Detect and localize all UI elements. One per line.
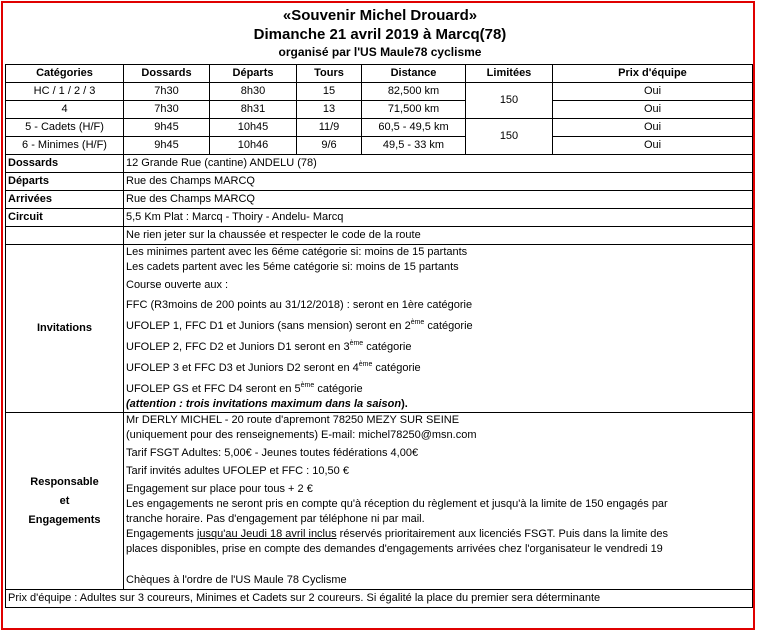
column-header: Dossards <box>124 65 210 83</box>
engagement-line: places disponibles, prise en compte des demandes d'engagements arrivées chez l'organisateur le vendredi 19 <box>126 543 663 555</box>
category-cell: 5 - Cadets (H/F) <box>6 119 124 137</box>
distance-cell: 82,500 km <box>362 83 466 101</box>
departs-cell: 10h45 <box>210 119 297 137</box>
engagements-row <box>6 413 753 590</box>
event-date: Dimanche 21 avril 2019 à Marcq(78) <box>253 26 507 43</box>
dossards-cell: 7h30 <box>124 83 210 101</box>
event-table <box>5 64 753 608</box>
team-prize-cell: Oui <box>553 137 753 155</box>
invitations-row <box>6 245 753 413</box>
category-cell: HC / 1 / 2 / 3 <box>6 83 124 101</box>
column-header: Tours <box>297 65 362 83</box>
engagement-line: Engagement sur place pour tous + 2 € <box>126 483 313 495</box>
distance-cell: 60,5 - 49,5 km <box>362 119 466 137</box>
circuit-value: 5,5 Km Plat : Marcq - Thoiry - Andelu- Marcq <box>124 209 753 227</box>
engagement-line: tranche horaire. Pas d'engagement par téléphone ni par mail. <box>126 513 425 525</box>
column-header: Départs <box>210 65 297 83</box>
column-header: Limitées <box>466 65 553 83</box>
engagement-line: Tarif invités adultes UFOLEP et FFC : 10,50 € <box>126 465 349 477</box>
engagement-line: (uniquement pour des renseignements) E-mail: michel78250@msn.com <box>126 429 477 441</box>
invitation-line: UFOLEP 2, FFC D2 et Juniors D1 seront en 3ème catégorie <box>126 340 412 353</box>
column-header: Prix d'équipe <box>553 65 753 83</box>
engagement-line: Engagements jusqu'au Jeudi 18 avril inclus réservés prioritairement aux licenciés FSGT. Puis dans la limite des <box>126 528 668 540</box>
team-prize-footer: Prix d'équipe : Adultes sur 3 coureurs, Minimes et Cadets sur 2 coureurs. Si égalité la place du premier sera déterminante <box>6 590 753 608</box>
invitation-line: UFOLEP 3 et FFC D3 et Juniors D2 seront en 4ème catégorie <box>126 361 421 374</box>
table-row <box>6 83 753 101</box>
engagements-text <box>124 413 753 590</box>
dossards-cell: 7h30 <box>124 101 210 119</box>
dossards-label: Dossards <box>6 155 124 173</box>
invitation-line: Course ouverte aux : <box>126 279 229 291</box>
invitation-line: Les minimes partent avec les 6éme catégorie si: moins de 15 partants <box>126 246 468 258</box>
engagement-line: Chèques à l'ordre de l'US Maule 78 Cyclisme <box>126 574 347 586</box>
engagement-line: Mr DERLY MICHEL - 20 route d'apremont 78250 MEZY SUR SEINE <box>126 414 460 426</box>
invitation-warning: (attention : trois invitations maximum dans la saison). <box>126 398 408 410</box>
category-cell: 4 <box>6 101 124 119</box>
info-row-note <box>6 227 753 245</box>
invitation-line: Les cadets partent avec les 5éme catégorie si: moins de 15 partants <box>126 261 459 273</box>
info-row-circuit <box>6 209 753 227</box>
departs-cell: 10h46 <box>210 137 297 155</box>
footer-row <box>6 590 753 608</box>
distance-cell: 49,5 - 33 km <box>362 137 466 155</box>
tours-cell: 13 <box>297 101 362 119</box>
dossards-cell: 9h45 <box>124 119 210 137</box>
limit-cell: 150 <box>466 119 553 155</box>
engagements-label: Responsable et Engagements <box>6 413 124 590</box>
invitation-line: UFOLEP 1, FFC D1 et Juniors (sans mension) seront en 2ème catégorie <box>126 319 473 332</box>
dossards-value: 12 Grande Rue (cantine) ANDELU (78) <box>124 155 753 173</box>
event-title: «Souvenir Michel Drouard» <box>282 7 478 24</box>
column-header: Catégories <box>6 65 124 83</box>
departs-cell: 8h31 <box>210 101 297 119</box>
invitations-text <box>124 245 753 413</box>
info-row-departs <box>6 173 753 191</box>
invitation-line: FFC (R3moins de 200 points au 31/12/2018) : seront en 1ère catégorie <box>126 299 473 311</box>
table-header-row <box>6 65 753 83</box>
road-rules-note: Ne rien jeter sur la chaussée et respecter le code de la route <box>124 227 753 245</box>
column-header: Distance <box>362 65 466 83</box>
table-row <box>6 137 753 155</box>
empty-cell <box>6 227 124 245</box>
arrivees-value: Rue des Champs MARCQ <box>124 191 753 209</box>
event-organizer: organisé par l'US Maule78 cyclisme <box>278 45 482 59</box>
team-prize-cell: Oui <box>553 101 753 119</box>
dossards-cell: 9h45 <box>124 137 210 155</box>
table-row <box>6 101 753 119</box>
invitations-label: Invitations <box>6 245 124 413</box>
team-prize-cell: Oui <box>553 119 753 137</box>
engagement-line: Les engagements ne seront pris en compte qu'à réception du règlement et jusqu'à la limite de 150 engagés par <box>126 498 668 510</box>
circuit-label: Circuit <box>6 209 124 227</box>
invitation-line: UFOLEP GS et FFC D4 seront en 5ème catégorie <box>126 382 363 395</box>
engagement-line: Tarif FSGT Adultes: 5,00€ - Jeunes toutes fédérations 4,00€ <box>126 447 419 459</box>
distance-cell: 71,500 km <box>362 101 466 119</box>
departs-value: Rue des Champs MARCQ <box>124 173 753 191</box>
team-prize-cell: Oui <box>553 83 753 101</box>
tours-cell: 15 <box>297 83 362 101</box>
info-row-dossards <box>6 155 753 173</box>
arrivees-label: Arrivées <box>6 191 124 209</box>
departs-cell: 8h30 <box>210 83 297 101</box>
departs-label: Départs <box>6 173 124 191</box>
table-row <box>6 119 753 137</box>
category-cell: 6 - Minimes (H/F) <box>6 137 124 155</box>
info-row-arrivees <box>6 191 753 209</box>
tours-cell: 9/6 <box>297 137 362 155</box>
document-header <box>0 6 760 60</box>
limit-cell: 150 <box>466 83 553 119</box>
tours-cell: 11/9 <box>297 119 362 137</box>
